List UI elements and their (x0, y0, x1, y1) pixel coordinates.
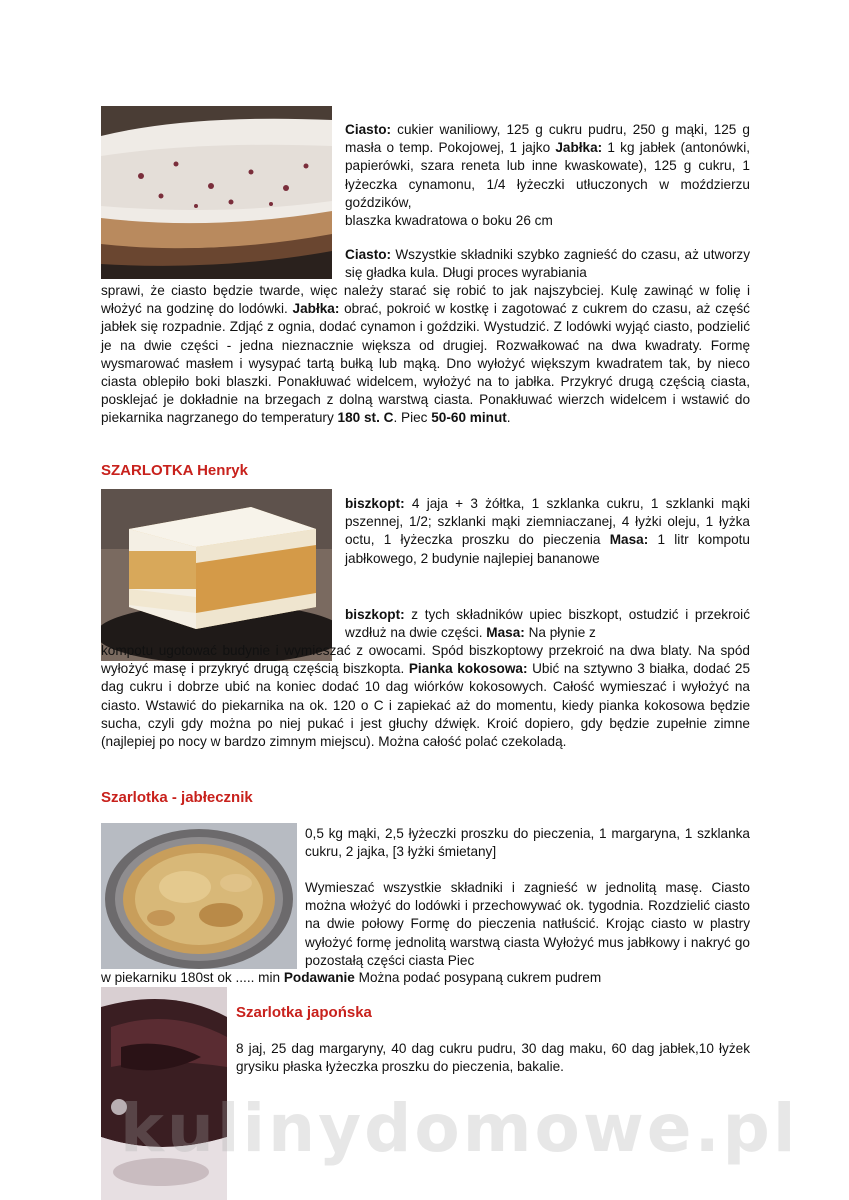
text-run: cukier waniliowy, 125 g cukru pudru, 250 g mąki, 125 g masła o temp. Pokojowej, 1 jajko (345, 122, 750, 156)
text-run: Można podać posypaną cukrem pudrem (354, 970, 602, 985)
recipe2-method (101, 642, 750, 751)
bold-label: Podawanie (283, 970, 355, 985)
recipe3-method-top: Wymieszać wszystkie składniki i zagnieść w jednolitą masę. Ciasto można włożyć do lodówki i przechowywać ok. tygodnia. Rozdzielić ciasto na dwie połowy Formę do pieczenia natłuścić. Krojąc ciasto w plastry wyłożyć formę jednolitą warstwą ciasta Wyłożyć mus jabłkowy i nakryć go pozostałą części ciasta Piec (305, 880, 750, 968)
recipe2-ingredients (345, 495, 750, 568)
recipe1-method (101, 282, 750, 428)
bold-label: biszkopt: (345, 496, 405, 511)
text-run: 1 litr kompotu jabłkowego, 2 budynie najlepiej bananowe (345, 532, 750, 566)
bold-label: 180 st. C (337, 410, 394, 426)
bold-label: Ciasto: (345, 122, 392, 137)
photo-layered-cake (101, 489, 332, 661)
bold-label: Ciasto: (345, 247, 392, 262)
recipe4-title: Szarlotka japońska (236, 1004, 372, 1021)
recipe3-title: Szarlotka - jabłecznik (101, 789, 253, 806)
recipe2-method-top (345, 606, 750, 642)
text-run: z tych składników upiec biszkopt, ostudzić i przekroić wzdłuż na dwie części. (345, 607, 750, 641)
recipe2-title: SZARLOTKA Henryk (101, 462, 248, 479)
text-run: kompotu ugotować budynie i wymieszać z owocami. Spód biszkoptowy przekroić na dwa blaty. Na spód wyłożyć masę i przykryć drugą częścią biszkopta. (101, 643, 750, 677)
bold-label: Pianka kokosowa: (408, 661, 528, 677)
bold-label: Masa: (486, 625, 525, 641)
text-run: Ubić na sztywno 3 białka, dodać 25 dag cukru i dobrze ubić na koniec dodać 10 dag wiórków kokosowych. Całość wymieszać i wyłożyć na ciasto. Wstawić do piekarnika na ok. 120 o C i zapiekać aż do momentu, kiedy pianka kokosowa będzie sucha, czyli gdy można po niej pukać i jest głuchy dźwięk. Kroić dopiero, gdy będzie zupełnie zimne (najlepiej po nocy w bardzo zimnym miejscu). Można całość polać czekoladą. (101, 661, 751, 750)
text-run: w piekarniku 180st ok ..... min (101, 970, 284, 985)
text-run: . (506, 410, 511, 426)
bold-label: biszkopt: (345, 607, 405, 622)
bold-label: Jabłka: (555, 140, 603, 156)
text-run: obrać, pokroić w kostkę i zagotować z cukrem do czasu, aż część jabłek się rozpadnie. Zdjąć z ognia, dodać cynamon i goździki. Wystudzić. Z lodówki wyjąć ciasto, podzielić je na dwie części - jedna nieznacznie większa od drugiej. Rozwałkować na dwa kwadraty. Formę wysmarować masłem i wysypać tartą bułką lub mąką. Dno wyłożyć większym kwadratem tak, by nieco ciasta oblepiło boki blaszki. Ponakłuwać widelcem, wyłożyć na to jabłka. Przykryć drugą częścią ciasta, posklejać je dokładnie na brzegach z dolną warstwą ciasta. Ponakłuwać wierzch widelcem i wstawić do piekarnika nagrzanego do temperatury (101, 301, 750, 426)
recipe1-ingredients (345, 121, 750, 230)
text-run: . Piec (393, 410, 432, 426)
text-run: Na płynie z (524, 625, 596, 641)
text-run: 1 kg jabłek (antonówki, papierówki, szara reneta lub inne kwaskowate), 125 g cukru, 1 łyżeczka cynamonu, 1/4 łyżeczki utłuczonych w moździerzu goździków, blaszka kwadratowa o boku 26 cm (345, 140, 750, 229)
recipe4-ingredients: 8 jaj, 25 dag margaryny, 40 dag cukru pudru, 30 dag maku, 60 dag jabłek,10 łyżek grysiku płaska łyżeczka proszku do pieczenia, bakalie. (236, 1041, 750, 1075)
recipe3-ingredients: 0,5 kg mąki, 2,5 łyżeczki proszku do pieczenia, 1 margaryna, 1 szklanka cukru, 2 jajka, [3 łyżki śmietany] (305, 826, 750, 860)
photo-apple-pie (101, 823, 297, 969)
watermark: kulinydomowe.pl (120, 1090, 799, 1167)
recipe1-method-top (345, 246, 750, 282)
text-run: sprawi, że ciasto będzie twarde, więc należy starać się robić to jak najszybciej. Kulę zawinąć w folię i włożyć na godzinę do lodówki. (101, 283, 750, 317)
recipe3-method-last (101, 969, 750, 987)
text-run: 4 jaja + 3 żółtka, 1 szklanka cukru, 1 szklanki mąki pszennej, 1/2; szklanki mąki ziemniaczanej, 4 łyżki oleju, 1 łyżka octu, 1 łyżeczka proszku do pieczenia (345, 496, 750, 548)
bold-label: Masa: (609, 532, 649, 548)
bold-label: Jabłka: (292, 301, 340, 317)
text-run: Wszystkie składniki szybko zagnieść do czasu, aż utworzy się gładka kula. Długi proces wyrabiania (345, 247, 750, 281)
bold-label: 50-60 minut (431, 410, 507, 426)
photo-cake-slice (101, 106, 332, 279)
